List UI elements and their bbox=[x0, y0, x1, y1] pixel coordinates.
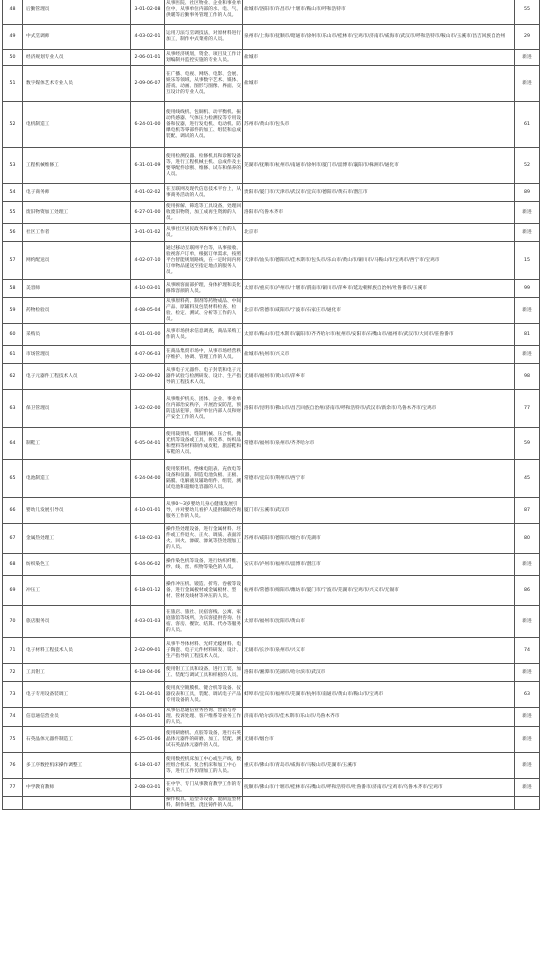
occupation-code: 3-01-01-02 bbox=[131, 224, 165, 242]
rank-value: 新进 bbox=[515, 202, 540, 224]
rank-value: 86 bbox=[515, 576, 540, 606]
occupation-code: 6-24-01-00 bbox=[131, 102, 165, 148]
occupation-code: 2-09-06-07 bbox=[131, 66, 165, 102]
table-row bbox=[3, 524, 540, 554]
rank-value: 98 bbox=[515, 364, 540, 390]
city-list: 太原市/重庆市/泸州市/十堰市/渭南市/铜川市/萍乡市/延边朝鲜族自治州/吐鲁番市/玉溪市 bbox=[243, 280, 515, 298]
row-number: 72 bbox=[3, 664, 23, 682]
occupation-code: 4-01-01-00 bbox=[131, 324, 165, 346]
table-row bbox=[3, 148, 540, 184]
row-number: 54 bbox=[3, 184, 23, 202]
rank-value: 新进 bbox=[515, 224, 540, 242]
table-row bbox=[3, 638, 540, 664]
occupation-name: 旅店服务员 bbox=[23, 606, 131, 638]
occupation-code: 3-01-02-08 bbox=[131, 0, 165, 25]
row-number: 64 bbox=[3, 428, 23, 460]
row-number: 61 bbox=[3, 346, 23, 364]
occupation-code: 6-04-06-02 bbox=[131, 554, 165, 576]
occupation-name: 电子专用设备装调工 bbox=[23, 682, 131, 708]
table-row bbox=[3, 428, 540, 460]
occupation-name: 中式烹调师 bbox=[23, 25, 131, 50]
row-number: 62 bbox=[3, 364, 23, 390]
rank-value: 29 bbox=[515, 25, 540, 50]
occupation-name: 制鞋工 bbox=[23, 428, 131, 460]
row-number: 50 bbox=[3, 50, 23, 66]
rank-value: 55 bbox=[515, 0, 540, 25]
rank-value: 新进 bbox=[515, 606, 540, 638]
occupation-code: 6-31-01-09 bbox=[131, 148, 165, 184]
occupation-description: 使用线线机、包铜机、动平衡机、振动传感器、气体压力检测仪等专用设备和仪器，进行发电机、电动机、防爆电机等零部件的加工、组装和总成装配、调试的人员。 bbox=[165, 102, 243, 148]
occupation-name: 废旧物资加工处理工 bbox=[23, 202, 131, 224]
city-list: 盐城市/杭州市/兴义市 bbox=[243, 346, 515, 364]
occupation-code: 6-18-01-12 bbox=[131, 576, 165, 606]
occupation-name: 信息通信营业员 bbox=[23, 708, 131, 727]
table-row bbox=[3, 224, 540, 242]
occupation-name: 电子元器件工程技术人员 bbox=[23, 364, 131, 390]
table-row bbox=[3, 364, 540, 390]
rank-value: 77 bbox=[515, 390, 540, 428]
table-row bbox=[3, 25, 540, 50]
rank-value: 63 bbox=[515, 682, 540, 708]
occupation-description: 从事0～3岁婴幼儿身心健康发展引导，并对婴幼儿看护人提供辅助咨询服务工作的人员。 bbox=[165, 498, 243, 524]
occupation-description: 在互联网及现代信息技术平台上，从事商务活动的人员。 bbox=[165, 184, 243, 202]
city-list: 盐城市/洛阳市/许昌市/十堰市/鞍山市/呼和浩特市 bbox=[243, 0, 515, 25]
occupation-name: 电机制造工 bbox=[23, 102, 131, 148]
row-number: 59 bbox=[3, 298, 23, 324]
city-list: 北京市/常德市/咸阳市/宁波市/石家庄市/通化市 bbox=[243, 298, 515, 324]
city-list: 无锡市/烟台市 bbox=[243, 727, 515, 753]
city-list: 盐城市 bbox=[243, 50, 515, 66]
occupation-code: 2-08-03-01 bbox=[131, 779, 165, 797]
occupation-name: 工具钳工 bbox=[23, 664, 131, 682]
occupation-name: 石英晶体元器件制造工 bbox=[23, 727, 131, 753]
occupation-name: 婴幼儿发展引导员 bbox=[23, 498, 131, 524]
city-list: 天津市/汕头市/德阳市/佳木斯市/包头市/乐山市/黄山市/铜川市/马鞍山市/宝鸡市/西宁市/宝鸡市 bbox=[243, 242, 515, 280]
rank-value: 52 bbox=[515, 148, 540, 184]
row-number: 67 bbox=[3, 524, 23, 554]
occupation-name: 后勤管理员 bbox=[23, 0, 131, 25]
rank-value: 80 bbox=[515, 524, 540, 554]
occupation-description: 从事电子元器件、电子封装和电子元器件试验与检测研发、设计、生产指导的工程技术人员。 bbox=[165, 364, 243, 390]
occupation-description: 操作冲压机、锻造、折弯、卷板等设备，进行金属板材或金属板材、型材、管材及线材等冲压的人员。 bbox=[165, 576, 243, 606]
occupation-name: 药物检验员 bbox=[23, 298, 131, 324]
city-list: 常德市/福州市/泉州市/齐齐哈尔市 bbox=[243, 428, 515, 460]
occupation-code bbox=[131, 797, 165, 810]
occupation-code: 3-02-02-00 bbox=[131, 390, 165, 428]
occupation-description: 使用检测仪器、检修机具和诊断设备等，进行工程机械主机、总成件及主要零配件诊断、维修、试车和保养的人员。 bbox=[165, 148, 243, 184]
row-number: 48 bbox=[3, 0, 23, 25]
city-list: 无锡市/福州市/黄山市/萍乡市 bbox=[243, 364, 515, 390]
city-list: 抚顺市/佛山市/十堰市/桂林市/石嘴山市/呼和浩特市/吐鲁番市/济南市/宝鸡市/乌鲁木齐市/宝鸡市 bbox=[243, 779, 515, 797]
occupation-name: 电池制造工 bbox=[23, 460, 131, 498]
table-row bbox=[3, 280, 540, 298]
occupation-description: 从事信息通信业务咨询、营销与办理、投诉处理、客户维系等业务工作的人员。 bbox=[166, 708, 242, 725]
row-number: 77 bbox=[3, 779, 23, 797]
occupation-code: 6-18-01-07 bbox=[131, 753, 165, 779]
city-list: 济南市/哈尔滨市/佳木斯市/乐山市/乌鲁木齐市 bbox=[243, 708, 515, 727]
occupation-name: 中学教育教师 bbox=[23, 779, 131, 797]
row-number: 56 bbox=[3, 224, 23, 242]
occupation-code: 6-27-01-00 bbox=[131, 202, 165, 224]
occupation-description: 使用数控机床加工中心或生产线、数控组合机床、复合机床和加工中心等，进行工件切削加工的人员。 bbox=[165, 753, 243, 779]
occupation-description: 从事社区居民政务和事务工作的人员。 bbox=[165, 224, 243, 242]
table-row bbox=[3, 242, 540, 280]
occupation-name: 数字媒体艺术专业人员 bbox=[23, 66, 131, 102]
table-row bbox=[3, 554, 540, 576]
city-list: 安庆市/泸州市/福州市/淄博市/潜江市 bbox=[243, 554, 515, 576]
table-row bbox=[3, 298, 540, 324]
table-row bbox=[3, 498, 540, 524]
occupation-code: 6-05-04-01 bbox=[131, 428, 165, 460]
row-number: 63 bbox=[3, 390, 23, 428]
occupation-name: 市场管理员 bbox=[23, 346, 131, 364]
occupation-description: 在广播、电视、网络、电影、会展、娱乐等领域，从事数字艺术、媒体、游戏、动画、图形与图像、界面、交互设计的专业人员。 bbox=[165, 66, 243, 102]
table-row bbox=[3, 66, 540, 102]
occupation-code: 6-24-04-00 bbox=[131, 460, 165, 498]
occupation-code: 4-03-02-01 bbox=[131, 25, 165, 50]
city-list: 芜湖市/抚顺市/杭州市/南通市/徐州市/厦门市/淄博市/襄阳市/株洲市/通化市 bbox=[243, 148, 515, 184]
row-number: 69 bbox=[3, 576, 23, 606]
city-list: 北京市 bbox=[243, 224, 515, 242]
occupation-code: 6-21-04-01 bbox=[131, 682, 165, 708]
city-list: 盐城市 bbox=[243, 66, 515, 102]
occupation-code: 4-10-03-01 bbox=[131, 280, 165, 298]
city-list: 蚌埠市/宜宾市/福州市/芜湖市/杭州市/南通市/黄山市/鞍山市/宝鸡市 bbox=[243, 682, 515, 708]
occupation-description: 使用浆料机、绝缘电阻表、充放电等设备和仪器，制造电池负极、正极、隔膜、电解液及辅助组件、组装、测试电池和超级电容器的人员。 bbox=[165, 460, 243, 498]
table-row bbox=[3, 346, 540, 364]
occupation-description: 操作模具、造型等设备，混制造型材料，制作铸型，浇注铸件的人员。 bbox=[166, 797, 242, 808]
row-number: 71 bbox=[3, 638, 23, 664]
row-number: 76 bbox=[3, 753, 23, 779]
occupation-description: 从事维护机关、团体、企业、事业单位内部治安秩序，开展治安防范，预防违法犯罪，保护单位内部人员和财产安全工作的人员。 bbox=[165, 390, 243, 428]
rank-value: 新进 bbox=[515, 708, 540, 727]
rank-value: 99 bbox=[515, 280, 540, 298]
city-list: 洛阳市/乌鲁木齐市 bbox=[243, 202, 515, 224]
row-number: 65 bbox=[3, 460, 23, 498]
occupation-name: 电子材料工程技术人员 bbox=[23, 638, 131, 664]
occupation-name: 纺织染色工 bbox=[23, 554, 131, 576]
rank-value: 45 bbox=[515, 460, 540, 498]
occupation-name: 电子商务师 bbox=[23, 184, 131, 202]
city-list: 太原市/福州市/沈阳市/黄山市 bbox=[243, 606, 515, 638]
occupation-name: 社区工作者 bbox=[23, 224, 131, 242]
occupation-code: 4-04-01-01 bbox=[131, 708, 165, 727]
row-number: 70 bbox=[3, 606, 23, 638]
occupation-name: 冲压工 bbox=[23, 576, 131, 606]
city-list: 洛阳市/湘潭市/芜湖市/哈尔滨市/武汉市 bbox=[243, 664, 515, 682]
occupation-code: 2-02-09-02 bbox=[131, 364, 165, 390]
table-row bbox=[3, 727, 540, 753]
table-row bbox=[3, 576, 540, 606]
rank-value: 新进 bbox=[515, 346, 540, 364]
occupation-name: 经济规划专业人员 bbox=[23, 50, 131, 66]
rank-value: 新进 bbox=[515, 779, 540, 797]
row-number bbox=[3, 797, 23, 810]
city-list: 重庆市/佛山市/青岛市/威海市/马鞍山市/芜湖市/玉溪市 bbox=[243, 753, 515, 779]
city-list: 苏州市/咸阳市/德阳市/烟台市/芜湖市 bbox=[243, 524, 515, 554]
occupation-name: 多工序数控机床操作调整工 bbox=[23, 753, 131, 779]
occupation-description: 从事市场供求信息调查，商品采购工作的人员。 bbox=[165, 324, 243, 346]
table-row bbox=[3, 0, 540, 25]
row-number: 57 bbox=[3, 242, 23, 280]
row-number: 49 bbox=[3, 25, 23, 50]
table-row bbox=[3, 390, 540, 428]
row-number: 66 bbox=[3, 498, 23, 524]
table-row bbox=[3, 460, 540, 498]
occupation-name: 美容师 bbox=[23, 280, 131, 298]
occupation-code: 4-08-05-04 bbox=[131, 298, 165, 324]
table-row bbox=[3, 664, 540, 682]
table-row bbox=[3, 202, 540, 224]
occupation-code: 4-01-02-02 bbox=[131, 184, 165, 202]
table-row bbox=[3, 102, 540, 148]
city-list: 洛阳市/昆明市/佛山市/昌吉回族自治州/济南市/呼和浩特市/武汉市/新余市/乌鲁木齐市/宝鸡市 bbox=[243, 390, 515, 428]
city-list: 太原市/鞍山市/佳木斯市/襄阳市/齐齐哈尔市/杭州市/安阳市/石嘴山市/福州市/武汉市/大同市/驻鲁番市 bbox=[243, 324, 515, 346]
rank-value bbox=[515, 797, 540, 810]
rank-value: 61 bbox=[515, 102, 540, 148]
table-row bbox=[3, 797, 540, 810]
table-row bbox=[3, 779, 540, 797]
row-number: 60 bbox=[3, 324, 23, 346]
occupation-code: 4-03-01-03 bbox=[131, 606, 165, 638]
row-number: 55 bbox=[3, 202, 23, 224]
occupation-description: 从事经济规划，资金、项目及工作计划编制并监控实施的专业人员。 bbox=[165, 50, 243, 66]
table-row bbox=[3, 682, 540, 708]
occupation-name: 采购员 bbox=[23, 324, 131, 346]
row-number: 75 bbox=[3, 727, 23, 753]
occupation-description: 操作热处理设备，进行金属材料、坯件或工件退火、正火、调质、表面淬火、回火、渗碳、渗氮等热处理加工的人员。 bbox=[165, 524, 243, 554]
occupation-name: 金属热处理工 bbox=[23, 524, 131, 554]
table-row bbox=[3, 753, 540, 779]
occupation-description: 在商品集贸市场中，从事市场经营秩序维护、协调、管理工作的人员。 bbox=[165, 346, 243, 364]
occupation-code: 4-10-01-01 bbox=[131, 498, 165, 524]
occupation-description: 使用钳工工具和设备，进行工装、加工、装配与调试工具和样板的人员。 bbox=[165, 664, 243, 682]
rank-value: 89 bbox=[515, 184, 540, 202]
city-list: 苏州市/黄山市/包头市 bbox=[243, 102, 515, 148]
occupation-description: 通过移动互联网平台等，从事接收、验视客户订单，根据订单需求，按照平台智能规划路线，在一定时间内将订单物品递送至指定地点的服务人员。 bbox=[165, 242, 243, 280]
city-list: 厦门市/玉溪市/武汉市 bbox=[243, 498, 515, 524]
city-list: 无锡市/长沙市/泉州市/兴义市 bbox=[243, 638, 515, 664]
table-row bbox=[3, 606, 540, 638]
row-number: 53 bbox=[3, 148, 23, 184]
rank-value: 新进 bbox=[515, 298, 540, 324]
occupation-description: 从事医院、社区物业、企业和事业单位中，从事单位内部的水、电、气、供暖等后勤事务管理工作的人员。 bbox=[165, 0, 243, 25]
occupation-name: 保卫管理员 bbox=[23, 390, 131, 428]
row-number: 51 bbox=[3, 66, 23, 102]
row-number: 68 bbox=[3, 554, 23, 576]
table-row bbox=[3, 324, 540, 346]
row-number: 74 bbox=[3, 708, 23, 727]
rank-value: 新进 bbox=[515, 664, 540, 682]
row-number: 73 bbox=[3, 682, 23, 708]
rank-value: 新进 bbox=[515, 66, 540, 102]
occupation-code: 6-18-02-03 bbox=[131, 524, 165, 554]
city-list: 泉州市/上海市/抚顺市/昭通市/徐州市/乐山市/桂林市/宝鸡市/济南市/威海市/武汉市/呼和浩特市/鞍山市/玉溪市/昌吉回族自治州 bbox=[243, 25, 515, 50]
occupation-description: 在旅店、旅社、民宿客栈、公寓、家庭旅馆等场所，为宾客提供咨询、住宿、客房、餐饮、结算、代办等服务的人员。 bbox=[165, 606, 243, 638]
table-row bbox=[3, 50, 540, 66]
occupation-table bbox=[2, 0, 540, 810]
occupation-description: 从事顾客面部护理，身体护理和美化修饰容颜的人员。 bbox=[165, 280, 243, 298]
occupation-code: 4-07-06-03 bbox=[131, 346, 165, 364]
occupation-description: 运用刀法与烹调技法，对原材料进行加工，制作中式菜肴的人员。 bbox=[165, 25, 243, 50]
occupation-description: 使用真空镀膜机、键合机等设备、仪器仪表和工具，装配、调试电子产品专用设备的人员。 bbox=[165, 682, 243, 708]
occupation-code: 6-18-04-06 bbox=[131, 664, 165, 682]
rank-value: 81 bbox=[515, 324, 540, 346]
occupation-description: 使用拆解、筛选等工具设备，处理回收废旧物资，加工成再生资源的人员。 bbox=[165, 202, 243, 224]
occupation-description: 从事半导体材料、光纤光缆材料、电子陶瓷、电子元件材料研发、设计、生产指导的工程技术人员。 bbox=[165, 638, 243, 664]
row-number: 58 bbox=[3, 280, 23, 298]
city-list: 常德市/宜宾市/荆州市/西宁市 bbox=[243, 460, 515, 498]
occupation-description: 使用研磨机、点胶等设备，进行石英晶体元器件的研磨、加工、装配、测试石英晶体元器件的人员。 bbox=[165, 727, 243, 753]
occupation-description: 从事原料药、制剂等药物成品、中间产品、原辅料及包装材料检查、检验、检定、测试、分析等工作的人员。 bbox=[166, 298, 242, 322]
occupation-description: 在中学、专门从事教育教学工作的专业人员。 bbox=[165, 779, 243, 797]
occupation-code: 2-06-01-01 bbox=[131, 50, 165, 66]
table-body bbox=[3, 0, 540, 810]
rank-value: 新进 bbox=[515, 753, 540, 779]
city-list bbox=[243, 797, 515, 810]
rank-value: 15 bbox=[515, 242, 540, 280]
occupation-description: 操作染色机等设备，进行纺织纤维、纱、线、丝、织物等染色的人员。 bbox=[165, 554, 243, 576]
rank-value: 59 bbox=[515, 428, 540, 460]
city-list: 贵阳市/厦门市/天津市/武汉市/宜宾市/德阳市/黄石市/潜江市 bbox=[243, 184, 515, 202]
rank-value: 87 bbox=[515, 498, 540, 524]
table-row bbox=[3, 184, 540, 202]
occupation-name: 工程机械维修工 bbox=[23, 148, 131, 184]
city-list: 杭州市/常德市/绵阳市/潍坊市/厦门市/宁波市/芜湖市/宝鸡市/兴义市/无锡市 bbox=[243, 576, 515, 606]
occupation-name: 网约配送员 bbox=[23, 242, 131, 280]
rank-value: 新进 bbox=[515, 50, 540, 66]
occupation-code: 4-02-07-10 bbox=[131, 242, 165, 280]
occupation-description: 使用裁剪机、缝制机械、压合机、抛光机等设备或工具，将皮革、纺织品和塑料等材料制作成皮鞋、旅游鞋和布鞋的人员。 bbox=[165, 428, 243, 460]
occupation-code: 6-25-01-06 bbox=[131, 727, 165, 753]
occupation-code: 2-02-09-01 bbox=[131, 638, 165, 664]
table-row bbox=[3, 708, 540, 727]
rank-value: 74 bbox=[515, 638, 540, 664]
occupation-name bbox=[23, 797, 131, 810]
rank-value: 新进 bbox=[515, 727, 540, 753]
rank-value: 新进 bbox=[515, 554, 540, 576]
row-number: 52 bbox=[3, 102, 23, 148]
